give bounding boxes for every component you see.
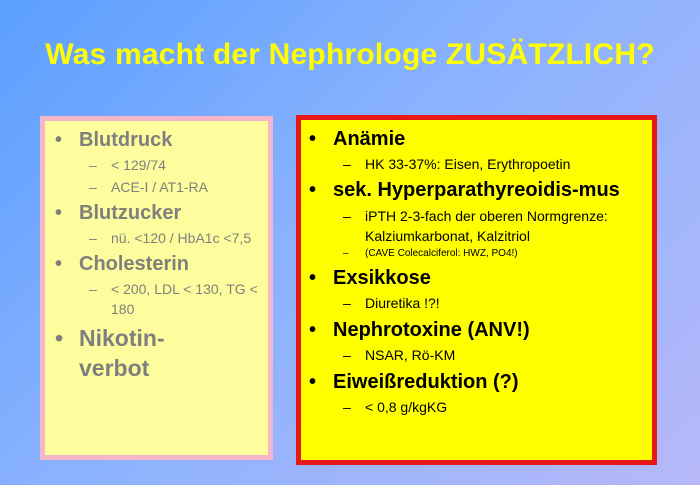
item-label: Anämie <box>333 128 406 150</box>
sub-item: Diuretika !?! <box>365 295 440 311</box>
dash-icon: – <box>343 399 351 415</box>
list-item <box>309 369 646 417</box>
sub-item: NSAR, Rö-KM <box>365 347 456 363</box>
sub-item: iPTH 2-3-fach der oberen Normgrenze: Kalziumkarbonat, Kalzitriol <box>365 208 608 244</box>
item-label: Eiweißreduktion (?) <box>333 371 519 393</box>
sub-item: ACE-I / AT1-RA <box>111 179 208 195</box>
dash-icon: – <box>343 295 351 311</box>
bullet-icon: • <box>309 371 317 393</box>
dash-icon: – <box>89 230 97 246</box>
list-item <box>309 317 646 365</box>
right-panel <box>296 115 657 465</box>
dash-icon: – <box>343 248 349 259</box>
item-label: Blutdruck <box>79 129 173 151</box>
bullet-icon: • <box>309 267 317 289</box>
dash-icon: – <box>89 281 97 297</box>
bullet-icon: • <box>55 253 63 275</box>
list-item <box>55 127 262 197</box>
bullet-icon: • <box>55 325 64 351</box>
item-label: sek. Hyperparathyreoidis-mus <box>333 179 620 201</box>
bullet-icon: • <box>309 179 317 201</box>
item-label: Cholesterin <box>79 253 190 275</box>
item-label: Nephrotoxine (ANV!) <box>333 319 530 341</box>
list-item <box>55 251 262 319</box>
sub-item: (CAVE Colecalciferol: HWZ, PO4!) <box>365 248 518 259</box>
dash-icon: – <box>343 156 351 172</box>
list-item <box>309 177 646 261</box>
bullet-icon: • <box>309 319 317 341</box>
sub-item: nü. <120 / HbA1c <7,5 <box>111 230 252 246</box>
list-item <box>55 200 262 248</box>
bullet-icon: • <box>309 128 317 150</box>
item-label: Blutzucker <box>79 202 182 224</box>
item-label: Nikotin-verbot <box>79 325 165 381</box>
dash-icon: – <box>343 347 351 363</box>
list-item <box>309 126 646 174</box>
list-item <box>309 265 646 313</box>
sub-item: < 129/74 <box>111 157 166 173</box>
bullet-icon: • <box>55 202 63 224</box>
slide-title: Was macht der Nephrologe ZUSÄTZLICH? <box>45 38 655 71</box>
bullet-icon: • <box>55 129 63 151</box>
dash-icon: – <box>89 157 97 173</box>
item-label: Exsikkose <box>333 267 431 289</box>
sub-item: < 0,8 g/kgKG <box>365 399 448 415</box>
sub-item: HK 33-37%: Eisen, Erythropoetin <box>365 156 571 172</box>
left-panel <box>40 116 273 460</box>
sub-item: < 200, LDL < 130, TG < 180 <box>111 281 258 317</box>
dash-icon: – <box>89 179 97 195</box>
dash-icon: – <box>343 208 351 224</box>
list-item <box>55 323 262 383</box>
